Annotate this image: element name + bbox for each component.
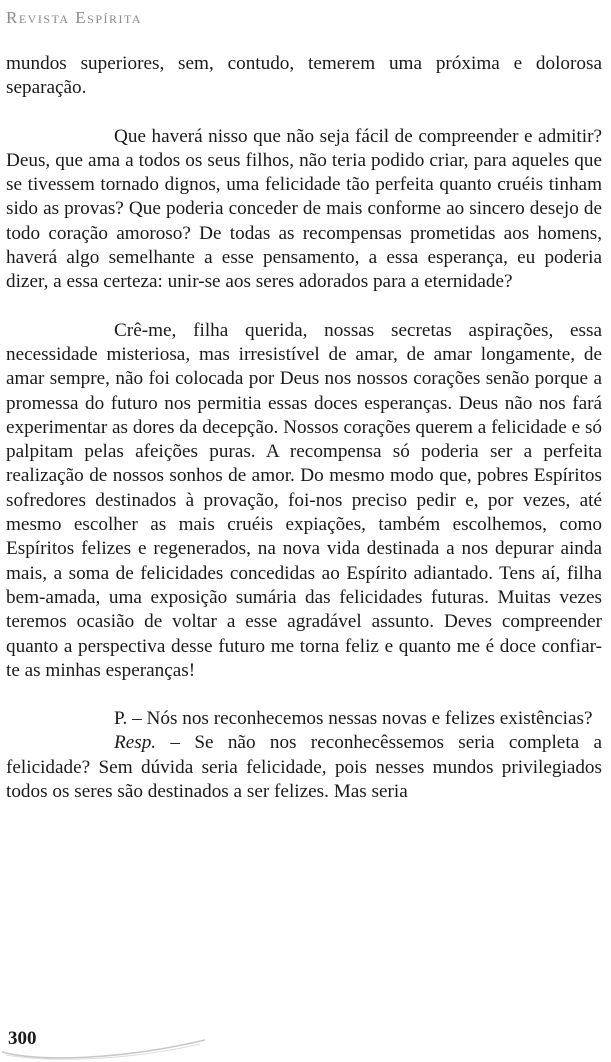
response-label: Resp.	[114, 732, 157, 754]
response-text: – Se não nos reconhecêssemos seria completa a felicidade? Sem dúvida seria felicidade, pois nesses mundos privilegiados todos os seres são destinados a ser felizes. Mas seria	[6, 732, 602, 803]
question-paragraph: P. – Nós nos reconhecemos nessas novas e felizes existências?	[114, 708, 593, 730]
body-text	[6, 52, 602, 804]
running-header: Revista Espírita	[6, 8, 143, 27]
page-number: 300	[8, 1028, 37, 1049]
response-paragraph	[6, 731, 602, 804]
paragraph: Crê-me, filha querida, nossas secretas aspirações, essa necessidade misteriosa, mas irresistível de amar, de amar longamente, de amar sempre, não foi colocada por Deus nos nossos corações senão porque a promessa do futuro nos permitia essas doces esperanças. Deus não nos fará experimentar as dores da decepção. Nossos corações querem a felicidade e só palpitam pelas afeições puras. A recompensa só poderia ser a perfeita realização de nossos sonhos de amor. Do mesmo modo que, pobres Espíritos sofredores destinados à provação, foi-nos preciso pedir e, por vezes, até mesmo escolher as mais cruéis expiações, também escolhemos, como Espíritos felizes e regenerados, na nova vida destinada a nos depurar ainda mais, a soma de felicidades concedidas ao Espírito adiantado. Tens aí, filha bem-amada, uma exposição sumária das felicidades futuras. Muitas vezes teremos ocasião de voltar a esse agradável assunto. Deves compreender quanto a perspectiva desse futuro me torna feliz e quanto me é doce confiar-te as minhas esperanças!	[6, 319, 602, 681]
paragraph-continuation: mundos superiores, sem, contudo, temerem uma próxima e dolorosa separação.	[6, 53, 602, 99]
paragraph: Que haverá nisso que não seja fácil de compreender e admitir? Deus, que ama a todos os seus filhos, não teria podido criar, para aqueles que se tivessem tornado dignos, uma felicidade tão perfeita quanto cruéis tinham sido as provas? Que poderia conceder de mais conforme ao sincero desejo de todo coração amoroso? De todas as recompensas prometidas aos homens, haverá algo semelhante a esse pensamento, a essa esperança, eu poderia dizer, a essa certeza: unir-se aos seres adorados para a eternidade?	[6, 125, 602, 293]
